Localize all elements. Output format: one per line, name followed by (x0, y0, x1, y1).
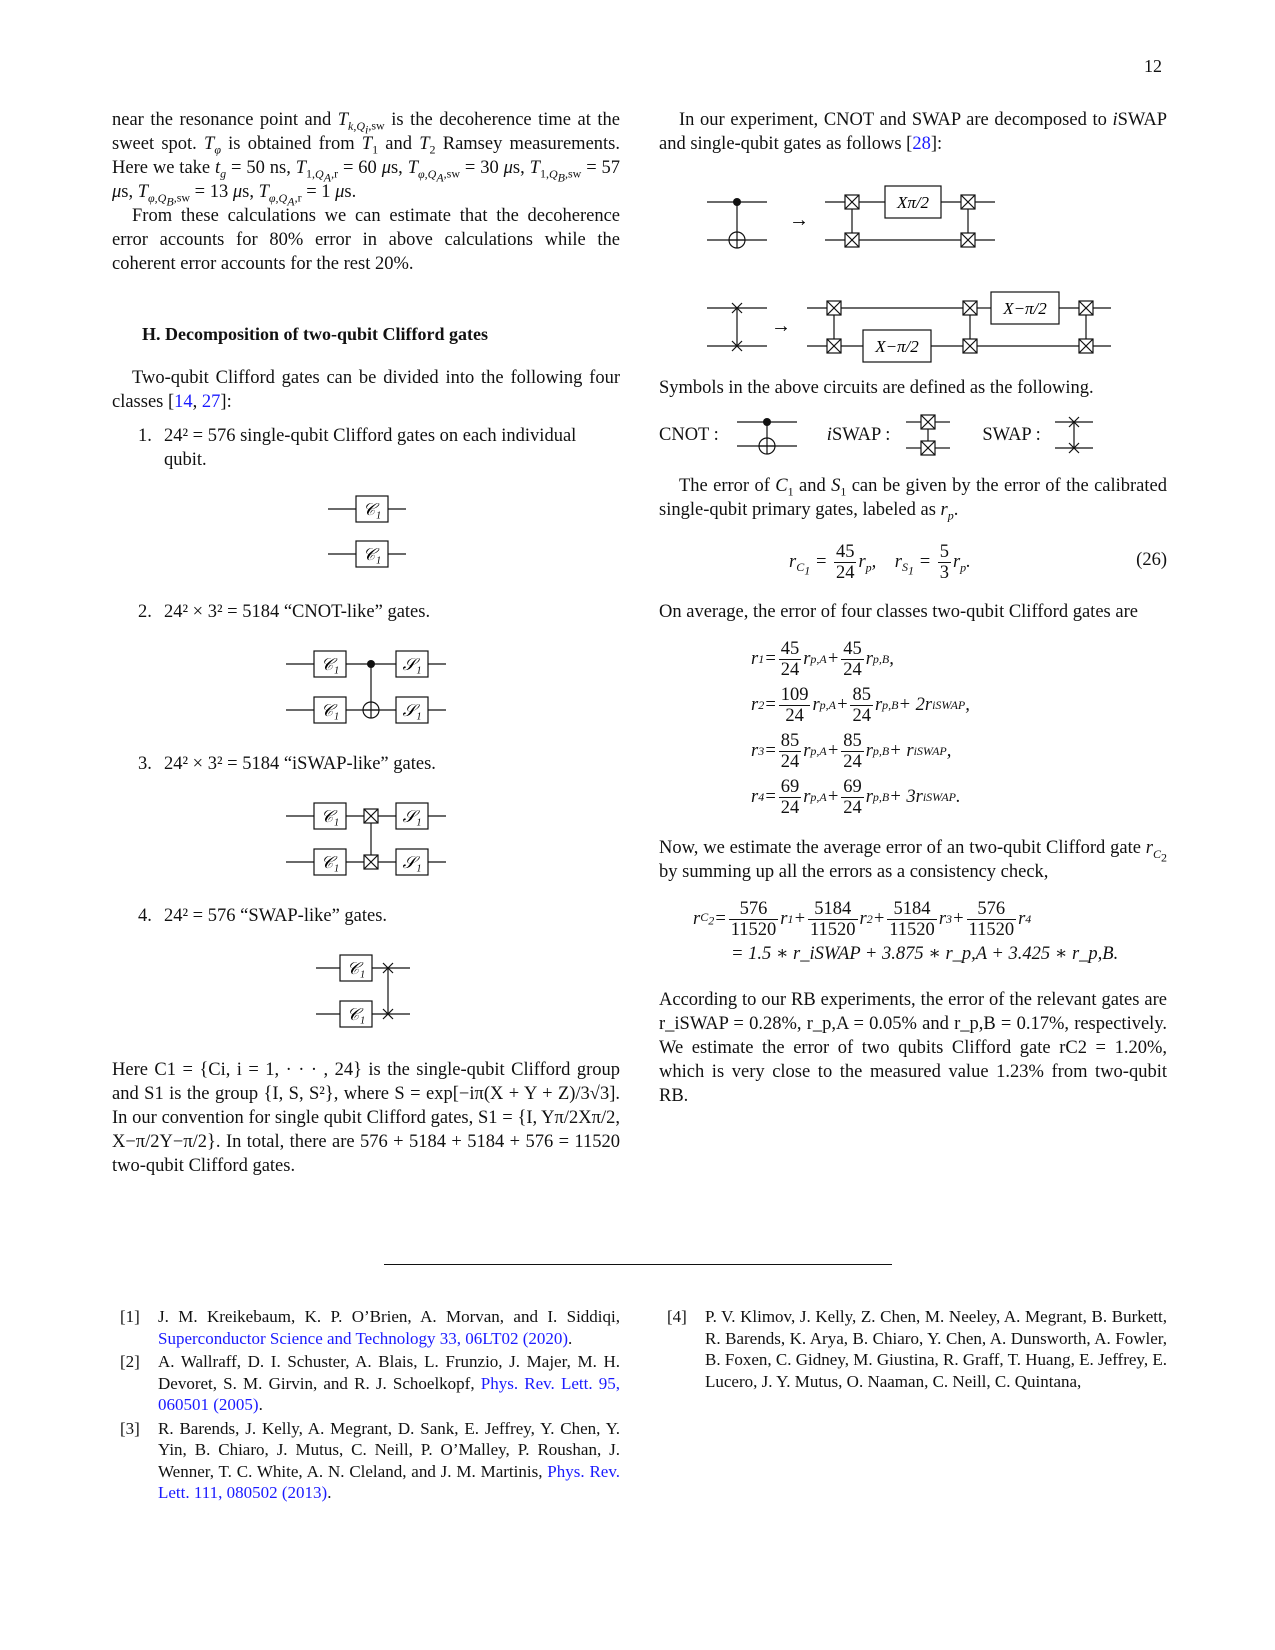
svg-text:𝒞₁: 𝒞₁ (362, 500, 382, 519)
reference-1: [1] J. M. Kreikebaum, K. P. O’Brien, A. Morvan, and I. Siddiqi, Superconductor Science and Technology 33, 06LT02 (2020). (120, 1307, 620, 1348)
circuit-cnot-decomposition (659, 178, 1167, 268)
svg-text:𝒮₁: 𝒮₁ (402, 853, 422, 872)
reference-1-link[interactable]: Superconductor Science and Technology 33, 06LT02 (2020) (158, 1328, 569, 1348)
circuit-single-clifford (306, 482, 426, 582)
svg-text:𝒞₁: 𝒞₁ (320, 807, 340, 826)
circuit-swap-decomposition (659, 284, 1167, 374)
paragraph-average: On average, the error of four classes two-qubit Clifford gates are (659, 602, 1138, 622)
equation-rc2: r $C_2$ = $\frac{576}{11520}$ r 1 + $\frac{5184}{11520}$ r 2 + $\frac{5184}{11520}$ r 3 + $\frac{576}{11520}$ r 4 = 1.5 ∗ r_iSWAP + 3.875 ∗ r_p,A + 3.425 ∗ r_p,B. (693, 896, 1167, 966)
symbol-definitions (659, 412, 1167, 458)
gate-x-minus-pi-2-a: X−π/2 (875, 337, 919, 356)
circuit-cnot-like (276, 634, 456, 734)
symbol-iswap-label: iSWAP : (826, 425, 891, 445)
reference-4: [4] P. V. Klimov, J. Kelly, Z. Chen, M. Neeley, A. Megrant, B. Burkett, R. Barends, K. Arya, B. Chiaro, Y. Chen, A. Dunsworth, A. Fowler, B. Foxen, C. Gidney, M. Giustina, R. Graff, T. Huang, E. Jeffrey, E. Lucero, J. Y. Mutus, O. Naaman, C. Neill, C. Quintana, (667, 1307, 1167, 1391)
paragraph-error-split: From these calculations we can estimate that the decoherence error accounts for 80% error in above calculations while the coherent error accounts for the rest 20%. (112, 206, 620, 274)
paragraph-decoherence: near the resonance point and $T_{k,Q_i,sw}$ is the decoherence time at the sweet spot. $T_\varphi$ is obtained from $T_1$ and $T_2$ Ramsey measurements. Here we take $t_g = 50$ ns, $T_{1,Q_A,r} = 60$ μs, $T_{\varphi,Q_A,sw} = 30$ μs, $T_{1,Q_B,sw} = 57$ μs, $T_{\varphi,Q_B,sw} = 13$ μs, $T_{\varphi,Q_A,r} = 1$ μs. (112, 110, 621, 209)
svg-text:𝒮₁: 𝒮₁ (402, 807, 422, 826)
symbol-cnot-icon (727, 412, 807, 458)
svg-text:𝒮₁: 𝒮₁ (402, 701, 422, 720)
symbol-iswap-icon (898, 412, 958, 458)
symbol-swap-label: SWAP : (982, 425, 1041, 445)
equations-r1-r4: r 1 = $\frac{45}{24}$ r p,A + $\frac{45}{24}$ r p,B , r 2 = $\frac{109}{24}$ r p,A + $\frac{85}{24}$ r p,B + 2r iSWAP , r 3 = $\frac{85}{24}$ r p,A + $\frac{85}{24}$ r p,B + r iSWAP , r 4 = $\frac{69}{24}$ r p,A + $\frac{69}{24}$ r p,B + 3r iSWAP . (751, 638, 970, 818)
paragraph-classes: Two-qubit Clifford gates can be divided into the following four classes [14, 27]: (112, 368, 620, 412)
arrow-2: → (771, 315, 791, 337)
section-title: H. Decomposition of two-qubit Clifford gates (142, 324, 488, 344)
symbol-swap-icon (1049, 412, 1099, 458)
paragraph-decomposition: In our experiment, CNOT and SWAP are decomposed to iSWAP and single-qubit gates as follows [28]: (659, 110, 1167, 154)
paragraph-consistency: Now, we estimate the average error of an two-qubit Clifford gate $r_{C_2}$ by summing up all the errors as a consistency check, (659, 838, 1167, 882)
page-number: 12 (1144, 56, 1162, 76)
list-item-2: 2. 24² × 3² = 5184 “CNOT-like” gates. (138, 602, 431, 622)
references-divider (384, 1264, 892, 1265)
svg-text:𝒞₁: 𝒞₁ (320, 701, 340, 720)
svg-text:𝒞₁: 𝒞₁ (320, 853, 340, 872)
list-item-3: 3. 24² × 3² = 5184 “iSWAP-like” gates. (138, 754, 436, 774)
paragraph-rb-results: According to our RB experiments, the error of the relevant gates are r_iSWAP = 0.28%, r_p,A = 0.05% and r_p,B = 0.17%, respectively. We estimate the error of two qubits Clifford gate rC2 = 1.20%, which is very close to the measured value 1.23% from two-qubit RB. (659, 990, 1167, 1106)
equation-26: $r_{C_1}$ = $\frac{45}{24}$ $r_p$, $r_{S_1}$ = $\frac{5}{3}$ $r_p$. (26) (789, 542, 1167, 583)
circuit-swap-like (306, 938, 426, 1038)
paragraph-error-c1-s1: The error of $C_1$ and $S_1$ can be given by the error of the calibrated single-qubit primary gates, labeled as $r_p$. (659, 476, 1167, 523)
paragraph-symbols: Symbols in the above circuits are defined as the following. (659, 378, 1094, 398)
left-column (112, 108, 620, 1178)
svg-text:𝒞₁: 𝒞₁ (320, 655, 340, 674)
svg-text:𝒮₁: 𝒮₁ (402, 655, 422, 674)
svg-text:𝒞₁: 𝒞₁ (346, 1005, 366, 1024)
references-right (667, 1306, 1167, 1394)
circuit-iswap-like (276, 786, 456, 886)
reference-3-link[interactable]: Phys. Rev. Lett. 111, 080502 (2013) (158, 1461, 620, 1502)
list-item-1: 1. 24² = 576 single-qubit Clifford gates on each individual qubit. (138, 426, 577, 470)
gate-x-minus-pi-2-b: X−π/2 (1003, 299, 1047, 318)
list-item-4: 4. 24² = 576 “SWAP-like” gates. (138, 906, 388, 926)
references-left (120, 1306, 620, 1506)
paragraph-clifford-group: Here C1 = {Ci, i = 1, · · · , 24} is the single-qubit Clifford group and S1 is the group {I, S, S²}, where S = exp[−iπ(X + Y + Z)/3√3]. In our convention for single qubit Clifford gates, S1 = {I, Yπ/2Xπ/2, X−π/2Y−π/2}. In total, there are 576 + 5184 + 5184 + 576 = 11520 two-qubit Clifford gates. (112, 1060, 620, 1176)
arrow-1: → (789, 209, 809, 231)
equation-rc2-line2: = 1.5 ∗ r_iSWAP + 3.875 ∗ r_p,A + 3.425 ∗ r_p,B. (731, 944, 1119, 964)
reference-2: [2] A. Wallraff, D. I. Schuster, A. Blais, L. Frunzio, J. Majer, M. H. Devoret, S. M. Girvin, and R. J. Schoelkopf, Phys. Rev. Lett. 95, 060501 (2005). (120, 1352, 620, 1414)
right-column (659, 108, 1167, 1108)
equation-number: (26) (1136, 550, 1167, 570)
gate-x-pi-2: Xπ/2 (896, 193, 930, 212)
svg-text:𝒞₁: 𝒞₁ (346, 959, 366, 978)
reference-2-link[interactable]: Phys. Rev. Lett. 95, 060501 (2005) (158, 1373, 620, 1414)
svg-text:𝒞₁: 𝒞₁ (362, 545, 382, 564)
symbol-cnot-label: CNOT : (659, 425, 719, 445)
reference-3: [3] R. Barends, J. Kelly, A. Megrant, D. Sank, E. Jeffrey, Y. Chen, Y. Yin, B. Chiaro, J. Mutus, C. Neill, P. O’Malley, P. Roushan, J. Wenner, T. C. White, A. N. Cleland, and J. M. Martinis, Phys. Rev. Lett. 111, 080502 (2013). (120, 1418, 620, 1502)
